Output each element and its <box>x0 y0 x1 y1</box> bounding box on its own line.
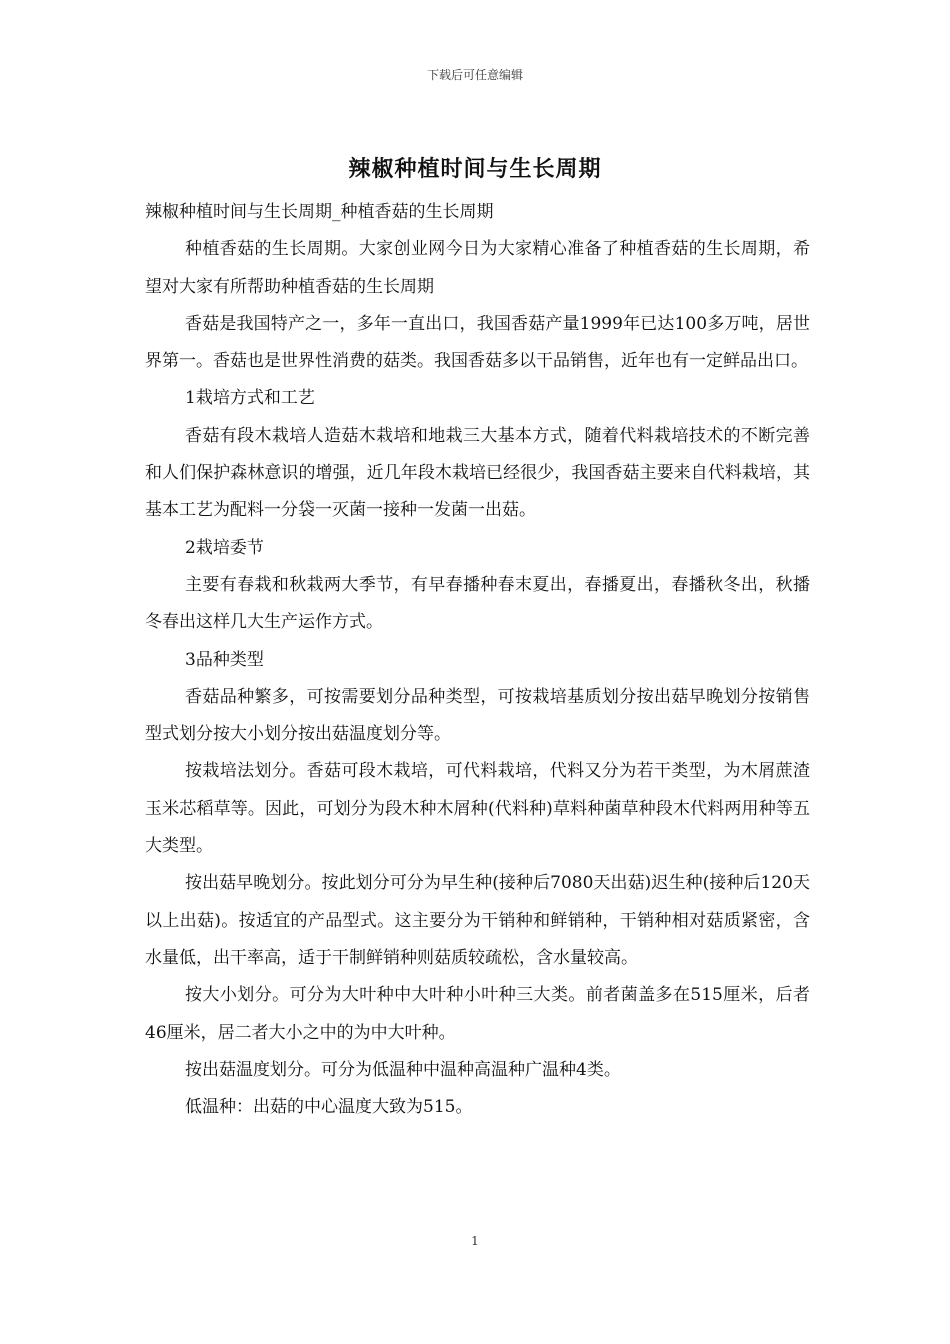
paragraph: 种植香菇的生长周期。大家创业网今日为大家精心准备了种植香菇的生长周期，希望对大家有所帮助种植香菇的生长周期 <box>145 239 810 297</box>
paragraph: 按大小划分。可分为大叶种中大叶种小叶种三大类。前者菌盖多在515厘米，后者46厘米，居二者大小之中的为中大叶种。 <box>145 985 810 1043</box>
paragraph: 辣椒种植时间与生长周期_种植香菇的生长周期 <box>145 202 494 222</box>
document-title: 辣椒种植时间与生长周期 <box>348 157 602 182</box>
section-heading: 2栽培委节 <box>185 537 264 558</box>
document-body <box>145 194 810 1126</box>
page-number: 1 <box>471 1234 479 1248</box>
paragraph: 香菇有段木栽培人造菇木栽培和地栽三大基本方式，随着代料栽培技术的不断完善和人们保护森林意识的增强，近几年段木栽培已经很少，我国香菇主要来自代料栽培，其基本工艺为配料一分袋一灭菌一接种一发菌一出菇。 <box>145 425 810 521</box>
paragraph: 香菇品种繁多，可按需要划分品种类型，可按栽培基质划分按出菇早晚划分按销售型式划分按大小划分按出菇温度划分等。 <box>145 686 810 745</box>
section-heading: 1栽培方式和工艺 <box>185 388 315 409</box>
paragraph: 按出菇早晚划分。按此划分可分为早生种(接种后7080天出菇)迟生种(接种后120天以上出菇)。按适宜的产品型式。这主要分为干销种和鲜销种，干销种相对菇质紧密，含水量低，出干率高，适于干制鲜销种则菇质较疏松，含水量较高。 <box>145 873 810 968</box>
paragraph: 低温种：出菇的中心温度大致为515。 <box>185 1097 473 1118</box>
paragraph: 香菇是我国特产之一，多年一直出口，我国香菇产量1999年已达100多万吨，居世界第一。香菇也是世界性消费的菇类。我国香菇多以干品销售，近年也有一定鲜品出口。 <box>145 313 810 372</box>
paragraph: 按栽培法划分。香菇可段木栽培，可代料栽培，代料又分为若干类型，为木屑蔗渣玉米芯稻草等。因此，可划分为段木种木屑种(代料种)草料种菌草种段木代料两用种等五大类型。 <box>145 761 810 857</box>
paragraph: 按出菇温度划分。可分为低温种中温种高温种广温种4类。 <box>185 1059 621 1080</box>
paragraph: 主要有春栽和秋栽两大季节，有早春播种春末夏出，春播夏出，春播秋冬出，秋播冬春出这样几大生产运作方式。 <box>145 574 810 633</box>
page-header: 下载后可任意编辑 <box>426 68 523 82</box>
section-heading: 3品种类型 <box>185 649 264 670</box>
